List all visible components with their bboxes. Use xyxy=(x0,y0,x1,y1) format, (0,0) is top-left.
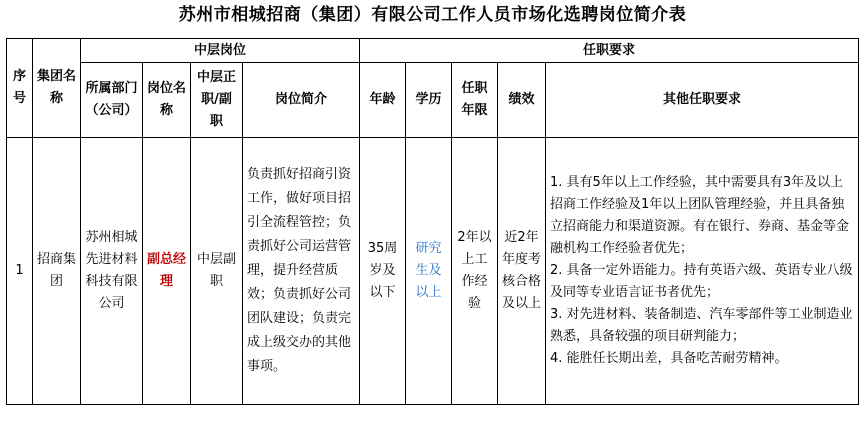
cell-dept: 苏州相城先进材料科技有限公司 xyxy=(81,138,143,405)
header-dept: 所属部门（公司） xyxy=(81,63,143,138)
cell-performance: 近2年年度考核合格及以上 xyxy=(498,138,546,405)
cell-other-requirements xyxy=(546,138,859,405)
table-row xyxy=(7,138,859,405)
header-requirements: 任职要求 xyxy=(360,39,859,63)
header-other: 其他任职要求 xyxy=(546,63,859,138)
cell-seq: 1 xyxy=(7,138,33,405)
header-intro: 岗位简介 xyxy=(243,63,360,138)
header-age: 年龄 xyxy=(360,63,406,138)
cell-age: 35周岁及以下 xyxy=(360,138,406,405)
cell-post-name: 副总经理 xyxy=(143,138,191,405)
header-tenure: 任职年限 xyxy=(452,63,498,138)
header-post-name: 岗位名称 xyxy=(143,63,191,138)
header-seq: 序号 xyxy=(7,39,33,138)
cell-education: 研究生及以上 xyxy=(406,138,452,405)
cell-group: 招商集团 xyxy=(33,138,81,405)
cell-level: 中层副职 xyxy=(191,138,243,405)
cell-intro: 负责抓好招商引资工作，做好项目招引全流程管控；负责抓好公司运营管理，提升经营质效；负责抓好公司团队建设；负责完成上级交办的其他事项。 xyxy=(243,138,360,405)
requirement-item-1: 1. 具有5年以上工作经验，其中需要具有3年及以上招商工作经验及1年以上团队管理经验，并且具备独立招商能力和渠道资源。有在银行、券商、基金等金融机构工作经验者优先； xyxy=(550,175,850,256)
requirement-item-3: 3. 对先进材料、装备制造、汽车零部件等工业制造业熟悉，具备较强的项目研判能力； xyxy=(550,307,853,344)
header-middle-post: 中层岗位 xyxy=(81,39,360,63)
page-title: 苏州市相城招商（集团）有限公司工作人员市场化选聘岗位简介表 xyxy=(178,5,687,25)
requirement-item-2: 2. 具备一定外语能力。持有英语六级、英语专业八级及同等专业语言证书者优先； xyxy=(550,263,853,300)
position-table xyxy=(6,38,859,405)
header-level: 中层正职/副职 xyxy=(191,63,243,138)
cell-tenure: 2年以上工作经验 xyxy=(452,138,498,405)
requirement-item-4: 4. 能胜任长期出差，具备吃苦耐劳精神。 xyxy=(550,351,788,366)
header-group: 集团名称 xyxy=(33,39,81,138)
header-performance: 绩效 xyxy=(498,63,546,138)
header-education: 学历 xyxy=(406,63,452,138)
